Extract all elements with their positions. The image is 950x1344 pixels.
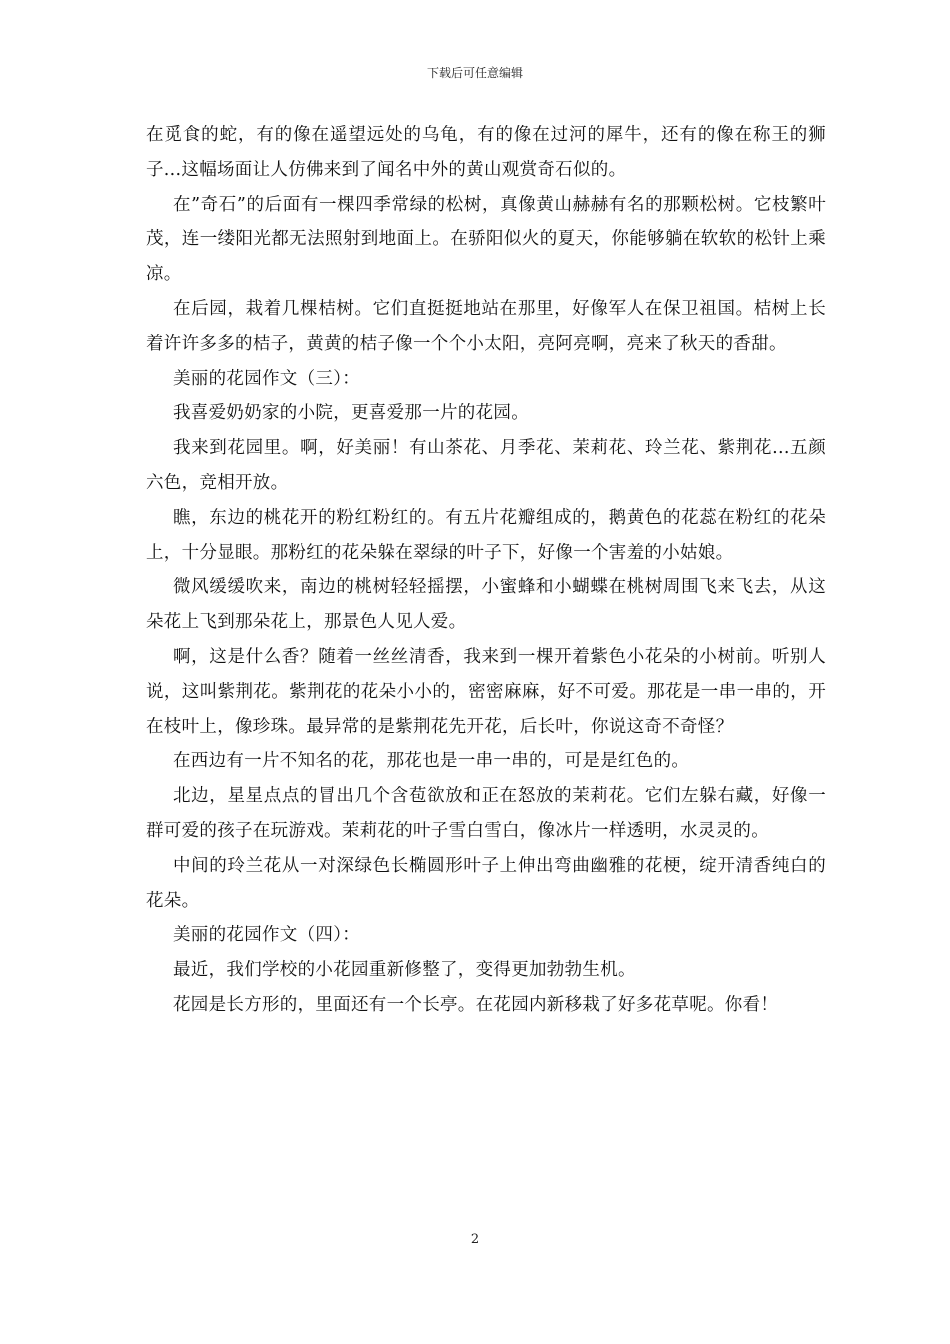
paragraph: 啊，这是什么香？随着一丝丝清香，我来到一棵开着紫色小花朵的小树前。听别人说，这叫紫荆花。紫荆花的花朵小小的，密密麻麻，好不可爱。那花是一串一串的，开在枝叶上，像珍珠。最异常的是紫荆花先开花，后长叶，你说这奇不奇怪？ (146, 646, 826, 737)
paragraph: 在后园，栽着几棵桔树。它们直挺挺地站在那里，好像军人在保卫祖国。桔树上长着许许多多的桔子，黄黄的桔子像一个个小太阳，亮阿亮啊，亮来了秋天的香甜。 (146, 298, 826, 354)
paragraph: 瞧，东边的桃花开的粉红粉红的。有五片花瓣组成的，鹅黄色的花蕊在粉红的花朵上，十分显眼。那粉红的花朵躲在翠绿的叶子下，好像一个害羞的小姑娘。 (146, 507, 826, 563)
paragraph: 在觅食的蛇，有的像在遥望远处的乌龟，有的像在过河的犀牛，还有的像在称王的狮子...这幅场面让人仿佛来到了闻名中外的黄山观赏奇石似的。 (146, 125, 826, 180)
paragraph: 在西边有一片不知名的花，那花也是一串一串的，可是是红色的。 (173, 751, 690, 772)
paragraph: 中间的玲兰花从一对深绿色长椭圆形叶子上伸出弯曲幽雅的花梗，绽开清香纯白的花朵。 (146, 855, 826, 911)
document-body (146, 118, 826, 1023)
paragraph: 在”奇石”的后面有一棵四季常绿的松树，真像黄山赫赫有名的那颗松树。它枝繁叶茂，连一缕阳光都无法照射到地面上。在骄阳似火的夏天，你能够躺在软软的松针上乘凉。 (146, 194, 826, 285)
page-number: 2 (470, 1232, 480, 1247)
paragraph: 我来到花园里。啊，好美丽！有山茶花、月季花、茉莉花、玲兰花、紫荆花...五颜六色，竞相开放。 (146, 438, 826, 493)
paragraph: 花园是长方形的，里面还有一个长亭。在花园内新移栽了好多花草呢。你看！ (173, 994, 779, 1015)
paragraph: 我喜爱奶奶家的小院，更喜爱那一片的花园。 (173, 403, 529, 424)
paragraph: 最近，我们学校的小花园重新修整了，变得更加勃勃生机。 (173, 960, 636, 981)
paragraph: 北边，星星点点的冒出几个含苞欲放和正在怒放的茉莉花。它们左躲右藏，好像一群可爱的孩子在玩游戏。茉莉花的叶子雪白雪白，像冰片一样透明，水灵灵的。 (146, 786, 826, 841)
page-header: 下载后可任意编辑 (426, 66, 523, 80)
paragraph: 微风缓缓吹来，南边的桃树轻轻摇摆，小蜜蜂和小蝴蝶在桃树周围飞来飞去，从这朵花上飞到那朵花上，那景色人见人爱。 (146, 577, 826, 633)
section-heading: 美丽的花园作文（四）： (173, 925, 361, 946)
section-heading: 美丽的花园作文（三）： (173, 368, 361, 389)
